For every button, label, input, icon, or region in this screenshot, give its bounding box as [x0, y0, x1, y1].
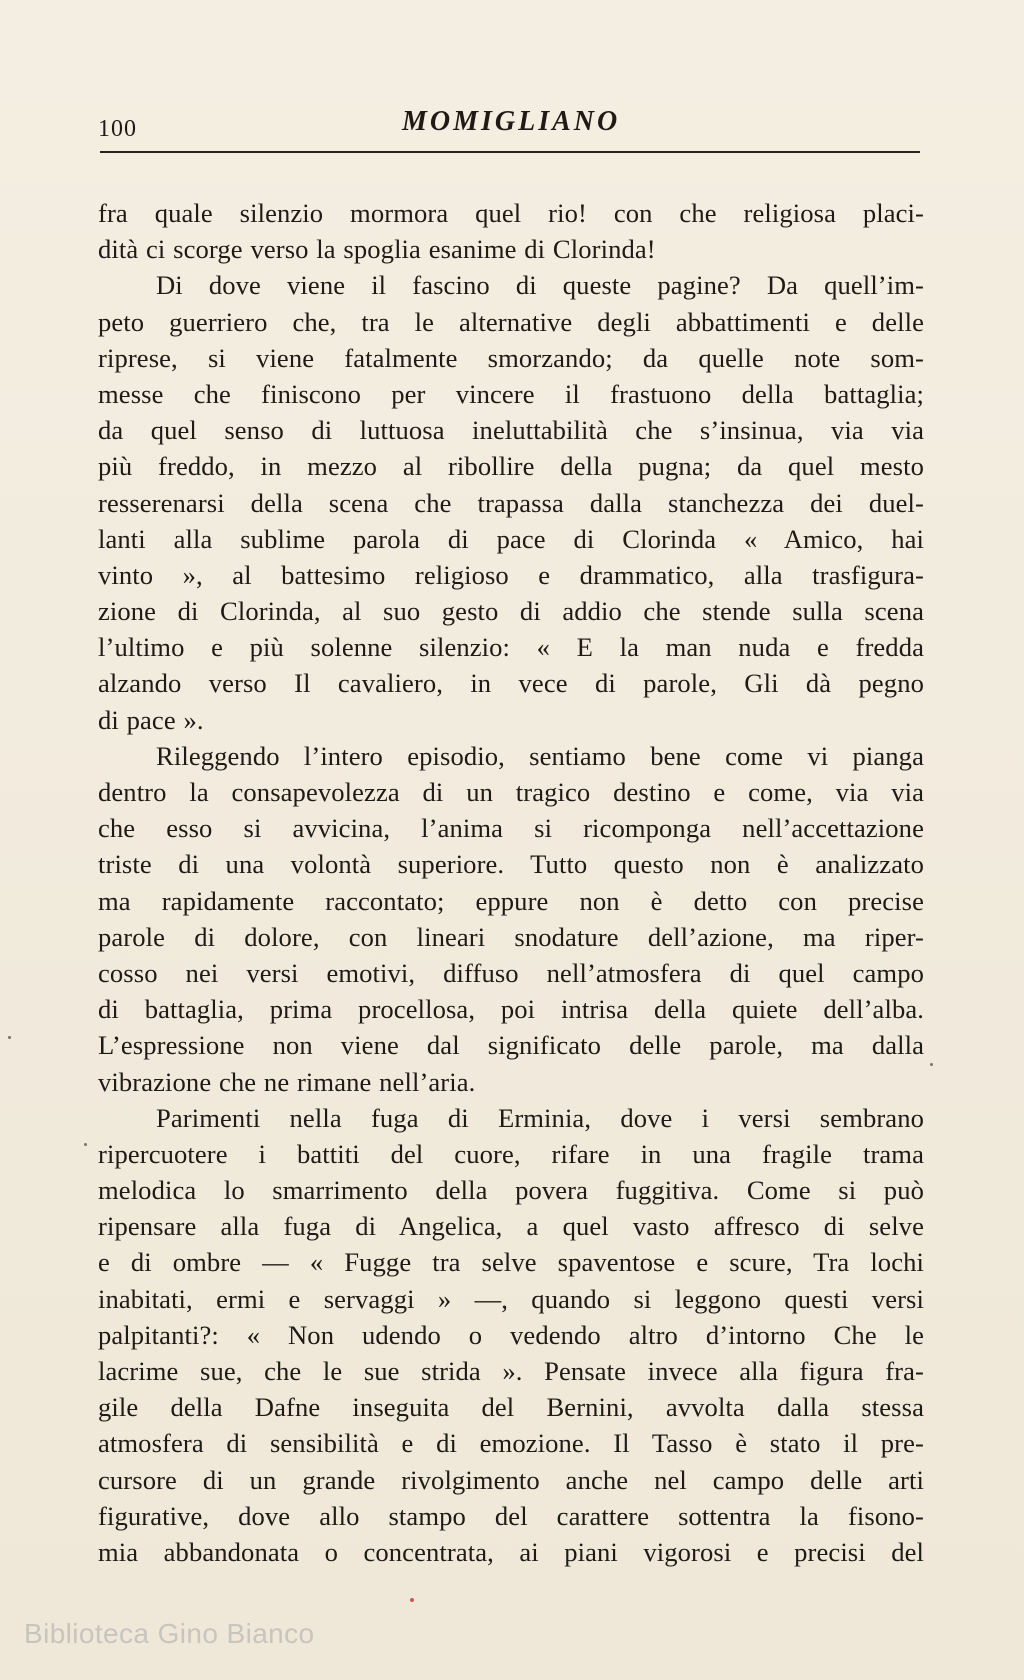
text-line: ma rapidamente raccontato; eppure non è detto con precise: [98, 885, 924, 916]
text-line: mia abbandonata o concentrata, ai piani vigorosi e precisi del: [98, 1536, 924, 1567]
text-line: L’espressione non viene dal significato delle parole, ma dalla: [98, 1030, 924, 1061]
text-line: atmosfera di sensibilità e di emozione. Il Tasso è stato il pre-: [98, 1428, 924, 1459]
library-watermark: Biblioteca Gino Bianco: [24, 1618, 315, 1649]
page-speck: [410, 1598, 414, 1602]
text-line: riprese, si viene fatalmente smorzando; da quelle note som-: [98, 342, 924, 373]
text-line: l’ultimo e più solenne silenzio: « E la man nuda e fredda: [98, 632, 924, 663]
text-line: parole di dolore, con lineari snodature dell’azione, ma riper-: [98, 921, 924, 952]
page-header: [98, 98, 920, 152]
text-line: cursore di un grande rivolgimento anche nel campo delle arti: [98, 1464, 924, 1495]
text-line: inabitati, ermi e servaggi » —, quando si leggono questi versi: [98, 1283, 924, 1314]
header-rule: [100, 151, 920, 153]
text-line: alzando verso Il cavaliero, in vece di parole, Gli dà pegno: [98, 668, 924, 699]
text-line: Rileggendo l’intero episodio, sentiamo bene come vi pianga: [156, 740, 924, 771]
running-head: MOMIGLIANO: [402, 106, 621, 137]
text-line: e di ombre — « Fugge tra selve spaventose e scure, Tra lochi: [98, 1247, 924, 1278]
text-line: da quel senso di luttuosa ineluttabilità che s’insinua, via via: [98, 415, 924, 446]
text-line: ripensare alla fuga di Angelica, a quel vasto affresco di selve: [98, 1211, 924, 1242]
text-line: vibrazione che ne rimane nell’aria.: [98, 1066, 476, 1097]
text-line: palpitanti?: « Non udendo o vedendo altro d’intorno Che le: [98, 1319, 924, 1350]
text-line: cosso nei versi emotivi, diffuso nell’atmosfera di quel campo: [98, 957, 924, 988]
text-line: figurative, dove allo stampo del carattere sottentra la fisono-: [98, 1500, 924, 1531]
text-line: Di dove viene il fascino di queste pagine? Da quell’im-: [156, 270, 924, 301]
text-line: dentro la consapevolezza di un tragico destino e come, via via: [98, 777, 924, 807]
text-line: fra quale silenzio mormora quel rio! con che religiosa placi-: [98, 198, 924, 228]
text-line: Parimenti nella fuga di Erminia, dove i versi sembrano: [156, 1102, 924, 1133]
text-line: lacrime sue, che le sue strida ». Pensate invece alla figura fra-: [98, 1356, 924, 1386]
text-line: di pace ».: [98, 704, 204, 735]
text-line: zione di Clorinda, al suo gesto di addio che stende sulla scena: [98, 596, 924, 627]
text-line: triste di una volontà superiore. Tutto questo non è analizzato: [98, 849, 924, 880]
body-text: [98, 195, 924, 1570]
text-line: che esso si avvicina, l’anima si ricomponga nell’accettazione: [98, 813, 924, 844]
text-line: vinto », al battesimo religioso e drammatico, alla trasfigura-: [98, 559, 924, 590]
page-speck: [8, 1036, 11, 1039]
text-line: di battaglia, prima procellosa, poi intrisa della quiete dell’alba.: [98, 994, 924, 1025]
text-line: melodica lo smarrimento della povera fuggitiva. Come si può: [98, 1175, 924, 1206]
text-line: messe che finiscono per vincere il frastuono della battaglia;: [98, 378, 924, 409]
page-speck: [930, 1063, 933, 1066]
text-line: resserenarsi della scena che trapassa dalla stanchezza dei duel-: [98, 487, 924, 518]
text-line: più freddo, in mezzo al ribollire della pugna; da quel mesto: [98, 451, 924, 482]
text-line: peto guerriero che, tra le alternative degli abbattimenti e delle: [98, 306, 924, 337]
text-line: dità ci scorge verso la spoglia esanime di Clorinda!: [98, 234, 656, 265]
page-speck: [84, 1143, 87, 1146]
page-number: 100: [98, 116, 137, 142]
text-line: gile della Dafne inseguita del Bernini, avvolta dalla stessa: [98, 1392, 924, 1423]
text-line: ripercuotere i battiti del cuore, rifare in una fragile trama: [98, 1138, 924, 1169]
text-line: lanti alla sublime parola di pace di Clorinda « Amico, hai: [98, 523, 924, 554]
